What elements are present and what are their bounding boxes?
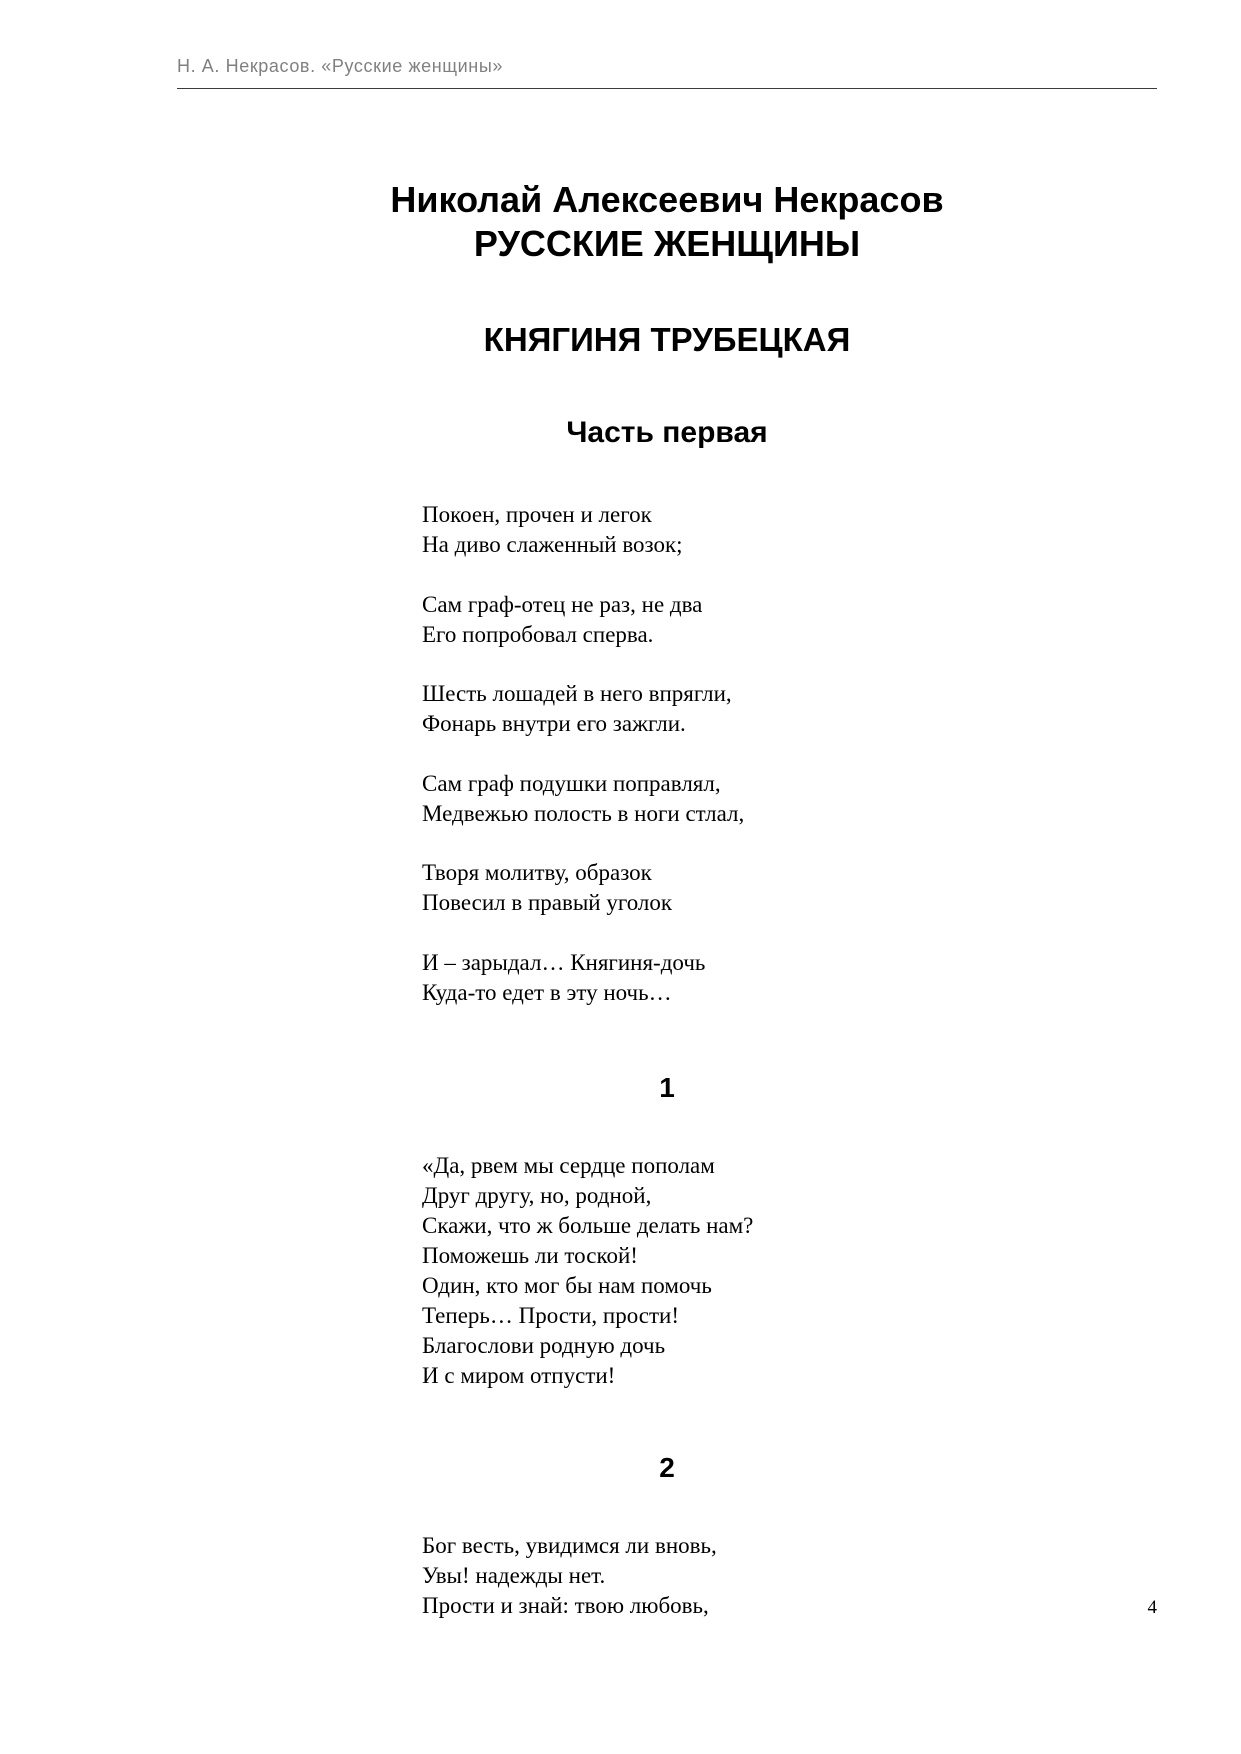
verse-line: «Да, рвем мы сердце пополам [422, 1153, 715, 1178]
verse-line: На диво слаженный возок; [422, 532, 683, 557]
verse-line: Теперь… Прости, прости! [422, 1303, 679, 1328]
verse-line: Повесил в правый уголок [422, 890, 673, 915]
verse-line: Шесть лошадей в него впрягли, [422, 681, 732, 706]
stanza [422, 590, 702, 650]
verse-line: Бог весть, увидимся ли вновь, [422, 1533, 717, 1558]
verse-line: Сам граф-отец не раз, не два [422, 592, 703, 617]
work-title: РУССКИЕ ЖЕНЩИНЫ [473, 223, 861, 264]
verse-line: Один, кто мог бы нам помочь [422, 1273, 712, 1298]
poem-title: КНЯГИНЯ ТРУБЕЦКАЯ [483, 321, 851, 358]
verse-line: Покоен, прочен и легок [422, 502, 652, 527]
verse-line: Поможешь ли тоской! [422, 1243, 638, 1268]
verse-line: Скажи, что ж больше делать нам? [422, 1213, 754, 1238]
verse-line: Фонарь внутри его зажгли. [422, 711, 686, 736]
author-name: Николай Алексеевич Некрасов [390, 179, 944, 220]
stanza [422, 858, 672, 918]
section-number: 1 [659, 1072, 675, 1103]
verse-line: Творя молитву, образок [422, 860, 652, 885]
verse-line: Куда-то едет в эту ночь… [422, 980, 672, 1005]
verse-line: Прости и знай: твою любовь, [422, 1593, 709, 1618]
header-rule [177, 88, 1157, 89]
running-header: Н. А. Некрасов. «Русские женщины» [177, 56, 503, 76]
page-number: 4 [1147, 1597, 1157, 1618]
verse-line: Медвежью полость в ноги стлал, [422, 801, 745, 826]
verse-line: Его попробовал сперва. [422, 622, 654, 647]
verse-line: Сам граф подушки поправлял, [422, 771, 721, 796]
section-number: 2 [659, 1452, 675, 1483]
stanza [422, 500, 683, 560]
verse-line: Благослови родную дочь [422, 1333, 666, 1358]
stanza [422, 769, 744, 829]
verse-line: Увы! надежды нет. [422, 1563, 606, 1588]
verse-line: И – зарыдал… Княгиня-дочь [422, 950, 706, 975]
stanza [422, 1531, 717, 1621]
verse-line: И с миром отпусти! [422, 1363, 616, 1388]
stanza [422, 1151, 753, 1391]
verse-line: Друг другу, но, родной, [422, 1183, 652, 1208]
part-title: Часть первая [566, 416, 768, 449]
stanza [422, 679, 732, 739]
stanza [422, 948, 705, 1008]
